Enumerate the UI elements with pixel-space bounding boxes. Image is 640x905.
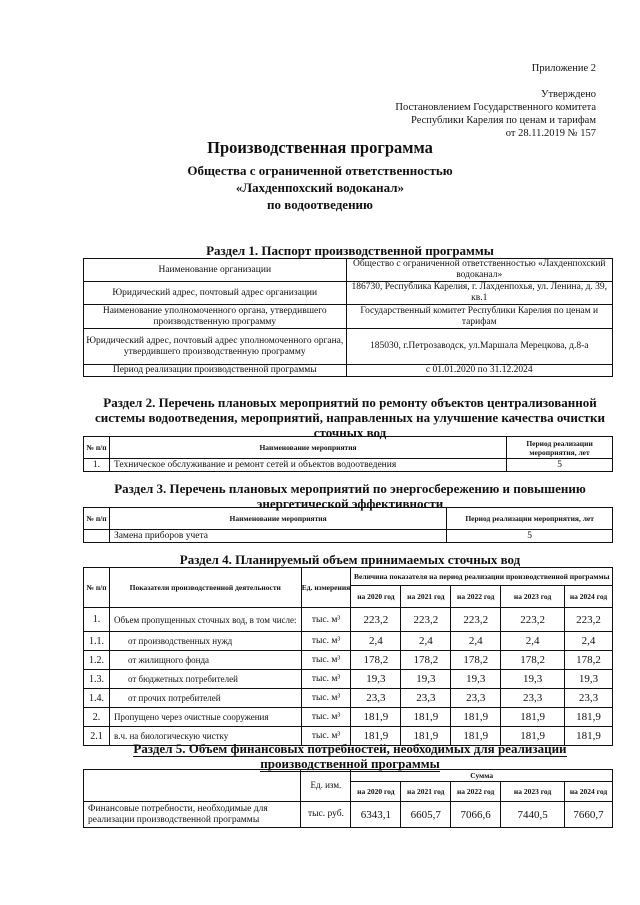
passport-label: Наименование уполномоченного органа, утвердившего производственную программу xyxy=(84,305,347,329)
measure-name: Техническое обслуживание и ремонт сетей и объектов водоотведения xyxy=(109,459,506,472)
passport-value: Общество с ограниченной ответственностью «Лахденпохский водоканал» xyxy=(346,259,613,282)
value-cell: 223,2 xyxy=(565,608,613,632)
subtitle-line: «Лахденпохский водоканал» xyxy=(235,180,405,195)
value-cell: 181,9 xyxy=(451,708,501,727)
subtitle-line: Общества с ограниченной ответственностью xyxy=(187,163,453,178)
col-num-header: № п/п xyxy=(84,508,110,530)
col-period-header: Период реализации мероприятия, лет xyxy=(447,508,613,530)
table-row xyxy=(84,305,613,329)
value-cell: 178,2 xyxy=(451,651,501,670)
year-header: на 2021 год xyxy=(401,782,451,802)
col-unit-header: Ед. изм. xyxy=(301,770,351,802)
row-number: 2. xyxy=(84,708,110,727)
approval-block xyxy=(395,62,596,140)
value-cell: 19,3 xyxy=(401,670,451,689)
value-cell: 181,9 xyxy=(565,708,613,727)
value-cell: 181,9 xyxy=(351,727,401,746)
year-header: на 2022 год xyxy=(451,782,501,802)
table-row xyxy=(84,670,613,689)
value-cell: 223,2 xyxy=(351,608,401,632)
year-header: на 2020 год xyxy=(351,586,401,608)
measure-period: 5 xyxy=(507,459,613,472)
measure-name: Замена приборов учета xyxy=(109,530,446,543)
row-number: 1. xyxy=(84,608,110,632)
subtitle-line: по водоотведению xyxy=(267,197,373,212)
wastewater-volume-table xyxy=(83,567,613,746)
approval-line: Постановлением Государственного комитета xyxy=(395,102,596,113)
value-cell: 7066,6 xyxy=(451,802,501,828)
unit: тыс. м³ xyxy=(301,608,351,632)
col-indicator-header: Показатели производственной деятельности xyxy=(109,568,301,608)
year-header: на 2024 год xyxy=(565,586,613,608)
value-cell: 23,3 xyxy=(501,689,565,708)
table-row xyxy=(84,632,613,651)
value-cell: 181,9 xyxy=(401,708,451,727)
row-number: 1. xyxy=(84,459,110,472)
value-cell: 23,3 xyxy=(565,689,613,708)
value-cell: 2,4 xyxy=(451,632,501,651)
indicator-name: от производственных нужд xyxy=(109,632,301,651)
col-unit-header: Ед. измерения xyxy=(301,568,351,608)
measure-period: 5 xyxy=(447,530,613,543)
table-row xyxy=(84,259,613,282)
year-header: на 2023 год xyxy=(501,586,565,608)
approval-line: Республики Карелия по ценам и тарифам xyxy=(411,115,596,126)
table-row xyxy=(84,365,613,377)
value-cell: 178,2 xyxy=(351,651,401,670)
unit: тыс. м³ xyxy=(301,632,351,651)
table-row xyxy=(84,689,613,708)
value-cell: 2,4 xyxy=(351,632,401,651)
value-cell: 19,3 xyxy=(351,670,401,689)
year-header: на 2024 год xyxy=(565,782,613,802)
value-cell: 2,4 xyxy=(401,632,451,651)
value-cell: 178,2 xyxy=(401,651,451,670)
unit: тыс. м³ xyxy=(301,670,351,689)
value-cell: 178,2 xyxy=(501,651,565,670)
financial-needs-table xyxy=(83,769,613,828)
value-cell: 19,3 xyxy=(501,670,565,689)
col-num-header: № п/п xyxy=(84,568,110,608)
value-cell: 23,3 xyxy=(451,689,501,708)
table-row xyxy=(84,329,613,365)
value-cell: 19,3 xyxy=(451,670,501,689)
passport-label: Период реализации производственной программы xyxy=(84,365,347,377)
value-cell: 223,2 xyxy=(451,608,501,632)
table-row xyxy=(84,282,613,305)
col-period-header: Период реализации мероприятия, лет xyxy=(507,437,613,459)
value-cell: 181,9 xyxy=(501,727,565,746)
value-cell: 19,3 xyxy=(565,670,613,689)
table-row xyxy=(84,608,613,632)
row-number: 1.2. xyxy=(84,651,110,670)
section2-heading: Раздел 2. Перечень плановых мероприятий по ремонту объектов централизованной системы водоотведения, мероприятий, направленных на улучшение качества очистки сточных вод xyxy=(95,395,605,440)
indicator-name: от прочих потребителей xyxy=(109,689,301,708)
value-cell: 181,9 xyxy=(451,727,501,746)
energy-measures-table xyxy=(83,507,613,543)
indicator-name: в.ч. на биологическую чистку xyxy=(109,727,301,746)
row-number xyxy=(84,530,110,543)
section1-heading: Раздел 1. Паспорт производственной программы xyxy=(206,243,494,258)
indicator-name: Пропущено через очистные сооружения xyxy=(109,708,301,727)
table-row xyxy=(84,802,613,828)
passport-value: Государственный комитет Республики Карелия по ценам и тарифам xyxy=(346,305,613,329)
passport-value: 186730, Республика Карелия, г. Лахденпохья, ул. Ленина, д. 39, кв.1 xyxy=(346,282,613,305)
finance-label: Финансовые потребности, необходимые для реализации производственной программы xyxy=(84,802,301,828)
table-row xyxy=(84,459,613,472)
passport-label: Юридический адрес, почтовый адрес уполномоченного органа, утвердившего производственную программу xyxy=(84,329,347,365)
value-cell: 223,2 xyxy=(501,608,565,632)
unit: тыс. м³ xyxy=(301,727,351,746)
section3-heading: Раздел 3. Перечень плановых мероприятий по энергосбережению и повышению энергетической эффективности xyxy=(114,481,586,511)
section5-heading: Раздел 5. Объем финансовых потребностей, необходимых для реализации производственной программы xyxy=(133,741,567,771)
value-cell: 178,2 xyxy=(565,651,613,670)
col-values-header: Величина показателя на период реализации производственной программы xyxy=(351,568,613,586)
indicator-name: от бюджетных потребителей xyxy=(109,670,301,689)
unit: тыс. м³ xyxy=(301,651,351,670)
empty-header xyxy=(84,770,301,802)
repair-measures-table xyxy=(83,436,613,472)
passport-table xyxy=(83,258,613,377)
year-header: на 2022 год xyxy=(451,586,501,608)
unit: тыс. м³ xyxy=(301,708,351,727)
row-number: 1.1. xyxy=(84,632,110,651)
unit: тыс. руб. xyxy=(301,802,351,828)
section4-heading: Раздел 4. Планируемый объем принимаемых сточных вод xyxy=(179,552,521,567)
value-cell: 223,2 xyxy=(401,608,451,632)
value-cell: 181,9 xyxy=(565,727,613,746)
passport-label: Юридический адрес, почтовый адрес организации xyxy=(84,282,347,305)
value-cell: 7660,7 xyxy=(565,802,613,828)
value-cell: 181,9 xyxy=(351,708,401,727)
year-header: на 2023 год xyxy=(501,782,565,802)
table-row xyxy=(84,530,613,543)
approval-line: Утверждено xyxy=(541,89,596,100)
passport-value: 185030, г.Петрозаводск, ул.Маршала Мерецкова, д.8-а xyxy=(346,329,613,365)
value-cell: 2,4 xyxy=(565,632,613,651)
document-title: Производственная программа xyxy=(207,138,433,157)
value-cell: 2,4 xyxy=(501,632,565,651)
passport-label: Наименование организации xyxy=(84,259,347,282)
unit: тыс. м³ xyxy=(301,689,351,708)
row-number: 2.1 xyxy=(84,727,110,746)
col-sum-header: Сумма xyxy=(351,770,613,782)
approval-line: от 28.11.2019 № 157 xyxy=(505,128,596,139)
indicator-name: от жилищного фонда xyxy=(109,651,301,670)
row-number: 1.4. xyxy=(84,689,110,708)
value-cell: 181,9 xyxy=(401,727,451,746)
col-name-header: Наименование мероприятия xyxy=(109,508,446,530)
value-cell: 181,9 xyxy=(501,708,565,727)
row-number: 1.3. xyxy=(84,670,110,689)
indicator-name: Объем пропущенных сточных вод, в том числе: xyxy=(109,608,301,632)
year-header: на 2020 год xyxy=(351,782,401,802)
col-num-header: № п/п xyxy=(84,437,110,459)
passport-value: с 01.01.2020 по 31.12.2024 xyxy=(346,365,613,377)
appendix-number: Приложение 2 xyxy=(531,63,596,74)
document-subtitle xyxy=(0,162,640,213)
value-cell: 6605,7 xyxy=(401,802,451,828)
value-cell: 6343,1 xyxy=(351,802,401,828)
value-cell: 23,3 xyxy=(401,689,451,708)
col-name-header: Наименование мероприятия xyxy=(109,437,506,459)
table-row xyxy=(84,708,613,727)
value-cell: 7440,5 xyxy=(501,802,565,828)
table-row xyxy=(84,651,613,670)
value-cell: 23,3 xyxy=(351,689,401,708)
year-header: на 2021 год xyxy=(401,586,451,608)
